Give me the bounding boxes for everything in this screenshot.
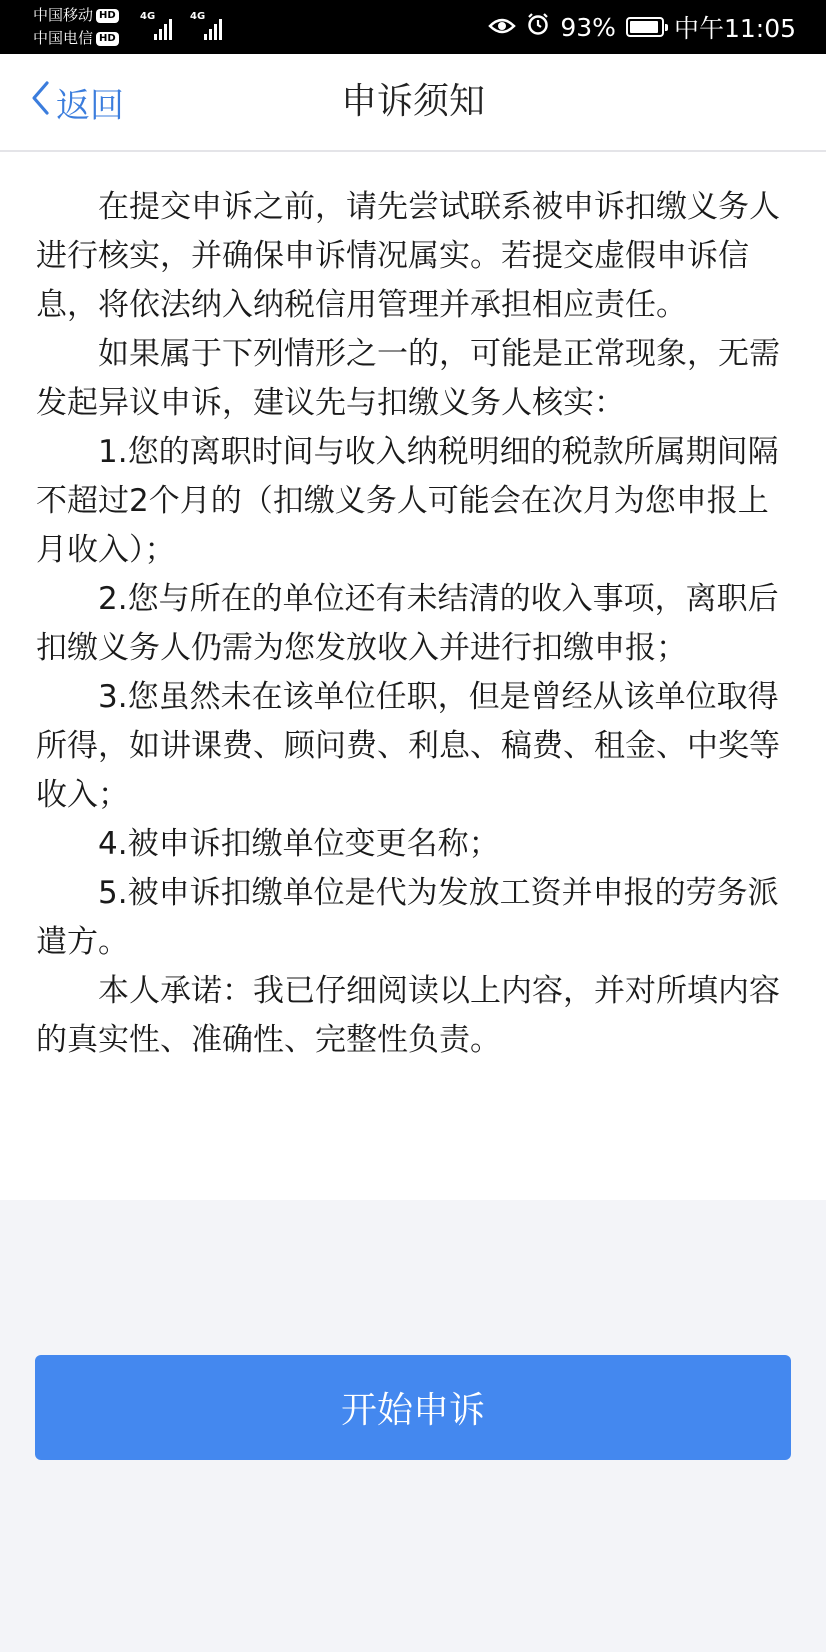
notice-text xyxy=(0,152,826,1065)
alarm-icon xyxy=(526,12,550,42)
battery-icon xyxy=(626,17,664,37)
signal-strength-icon xyxy=(190,12,222,40)
back-label: 返回 xyxy=(56,85,124,126)
commitment-statement: 本人承诺：我已仔细阅读以上内容，并对所填内容的真实性、准确性、完整性负责。 xyxy=(36,973,780,1058)
network-type-label: 4G xyxy=(190,11,206,22)
carrier-2-name: 中国电信 xyxy=(33,29,94,47)
notice-content xyxy=(0,152,826,1200)
notice-list-item: 5.被申诉扣缴单位是代为发放工资并申报的劳务派遣方。 xyxy=(36,875,779,960)
status-right xyxy=(488,0,796,54)
nav-bar xyxy=(0,54,826,152)
hd-badge: HD xyxy=(96,32,119,46)
battery-percent: 93% xyxy=(560,12,616,42)
carrier-1-name: 中国移动 xyxy=(33,6,94,24)
notice-paragraph: 在提交申诉之前，请先尝试联系被申诉扣缴义务人进行核实，并确保申诉情况属实。若提交虚假申诉信息，将依法纳入纳税信用管理并承担相应责任。 xyxy=(36,189,780,323)
status-bar xyxy=(0,0,826,54)
start-appeal-button[interactable]: 开始申诉 xyxy=(35,1355,791,1460)
notice-list-item: 2.您与所在的单位还有未结清的收入事项，离职后扣缴义务人仍需为您发放收入并进行扣缴申报； xyxy=(36,581,779,666)
hd-badge: HD xyxy=(96,9,119,23)
notice-list-item: 1.您的离职时间与收入纳税明细的税款所属期间隔不超过2个月的（扣缴义务人可能会在次月为您申报上月收入）； xyxy=(36,434,779,568)
battery-level-fill xyxy=(630,21,658,33)
clock-time: 中午11:05 xyxy=(673,14,796,43)
notice-list-item: 3.您虽然未在该单位任职，但是曾经从该单位取得所得，如讲课费、顾问费、利息、稿费、租金、中奖等收入； xyxy=(36,679,780,813)
action-area xyxy=(0,1200,826,1652)
signal-strength-icon xyxy=(140,12,172,40)
eye-icon xyxy=(488,13,516,42)
notice-paragraph: 如果属于下列情形之一的，可能是正常现象，无需发起异议申诉，建议先与扣缴义务人核实： xyxy=(36,336,780,421)
page-title: 申诉须知 xyxy=(340,81,485,122)
network-type-label: 4G xyxy=(140,11,156,22)
carrier-info xyxy=(33,4,119,50)
notice-list-item: 4.被申诉扣缴单位变更名称； xyxy=(98,826,500,862)
